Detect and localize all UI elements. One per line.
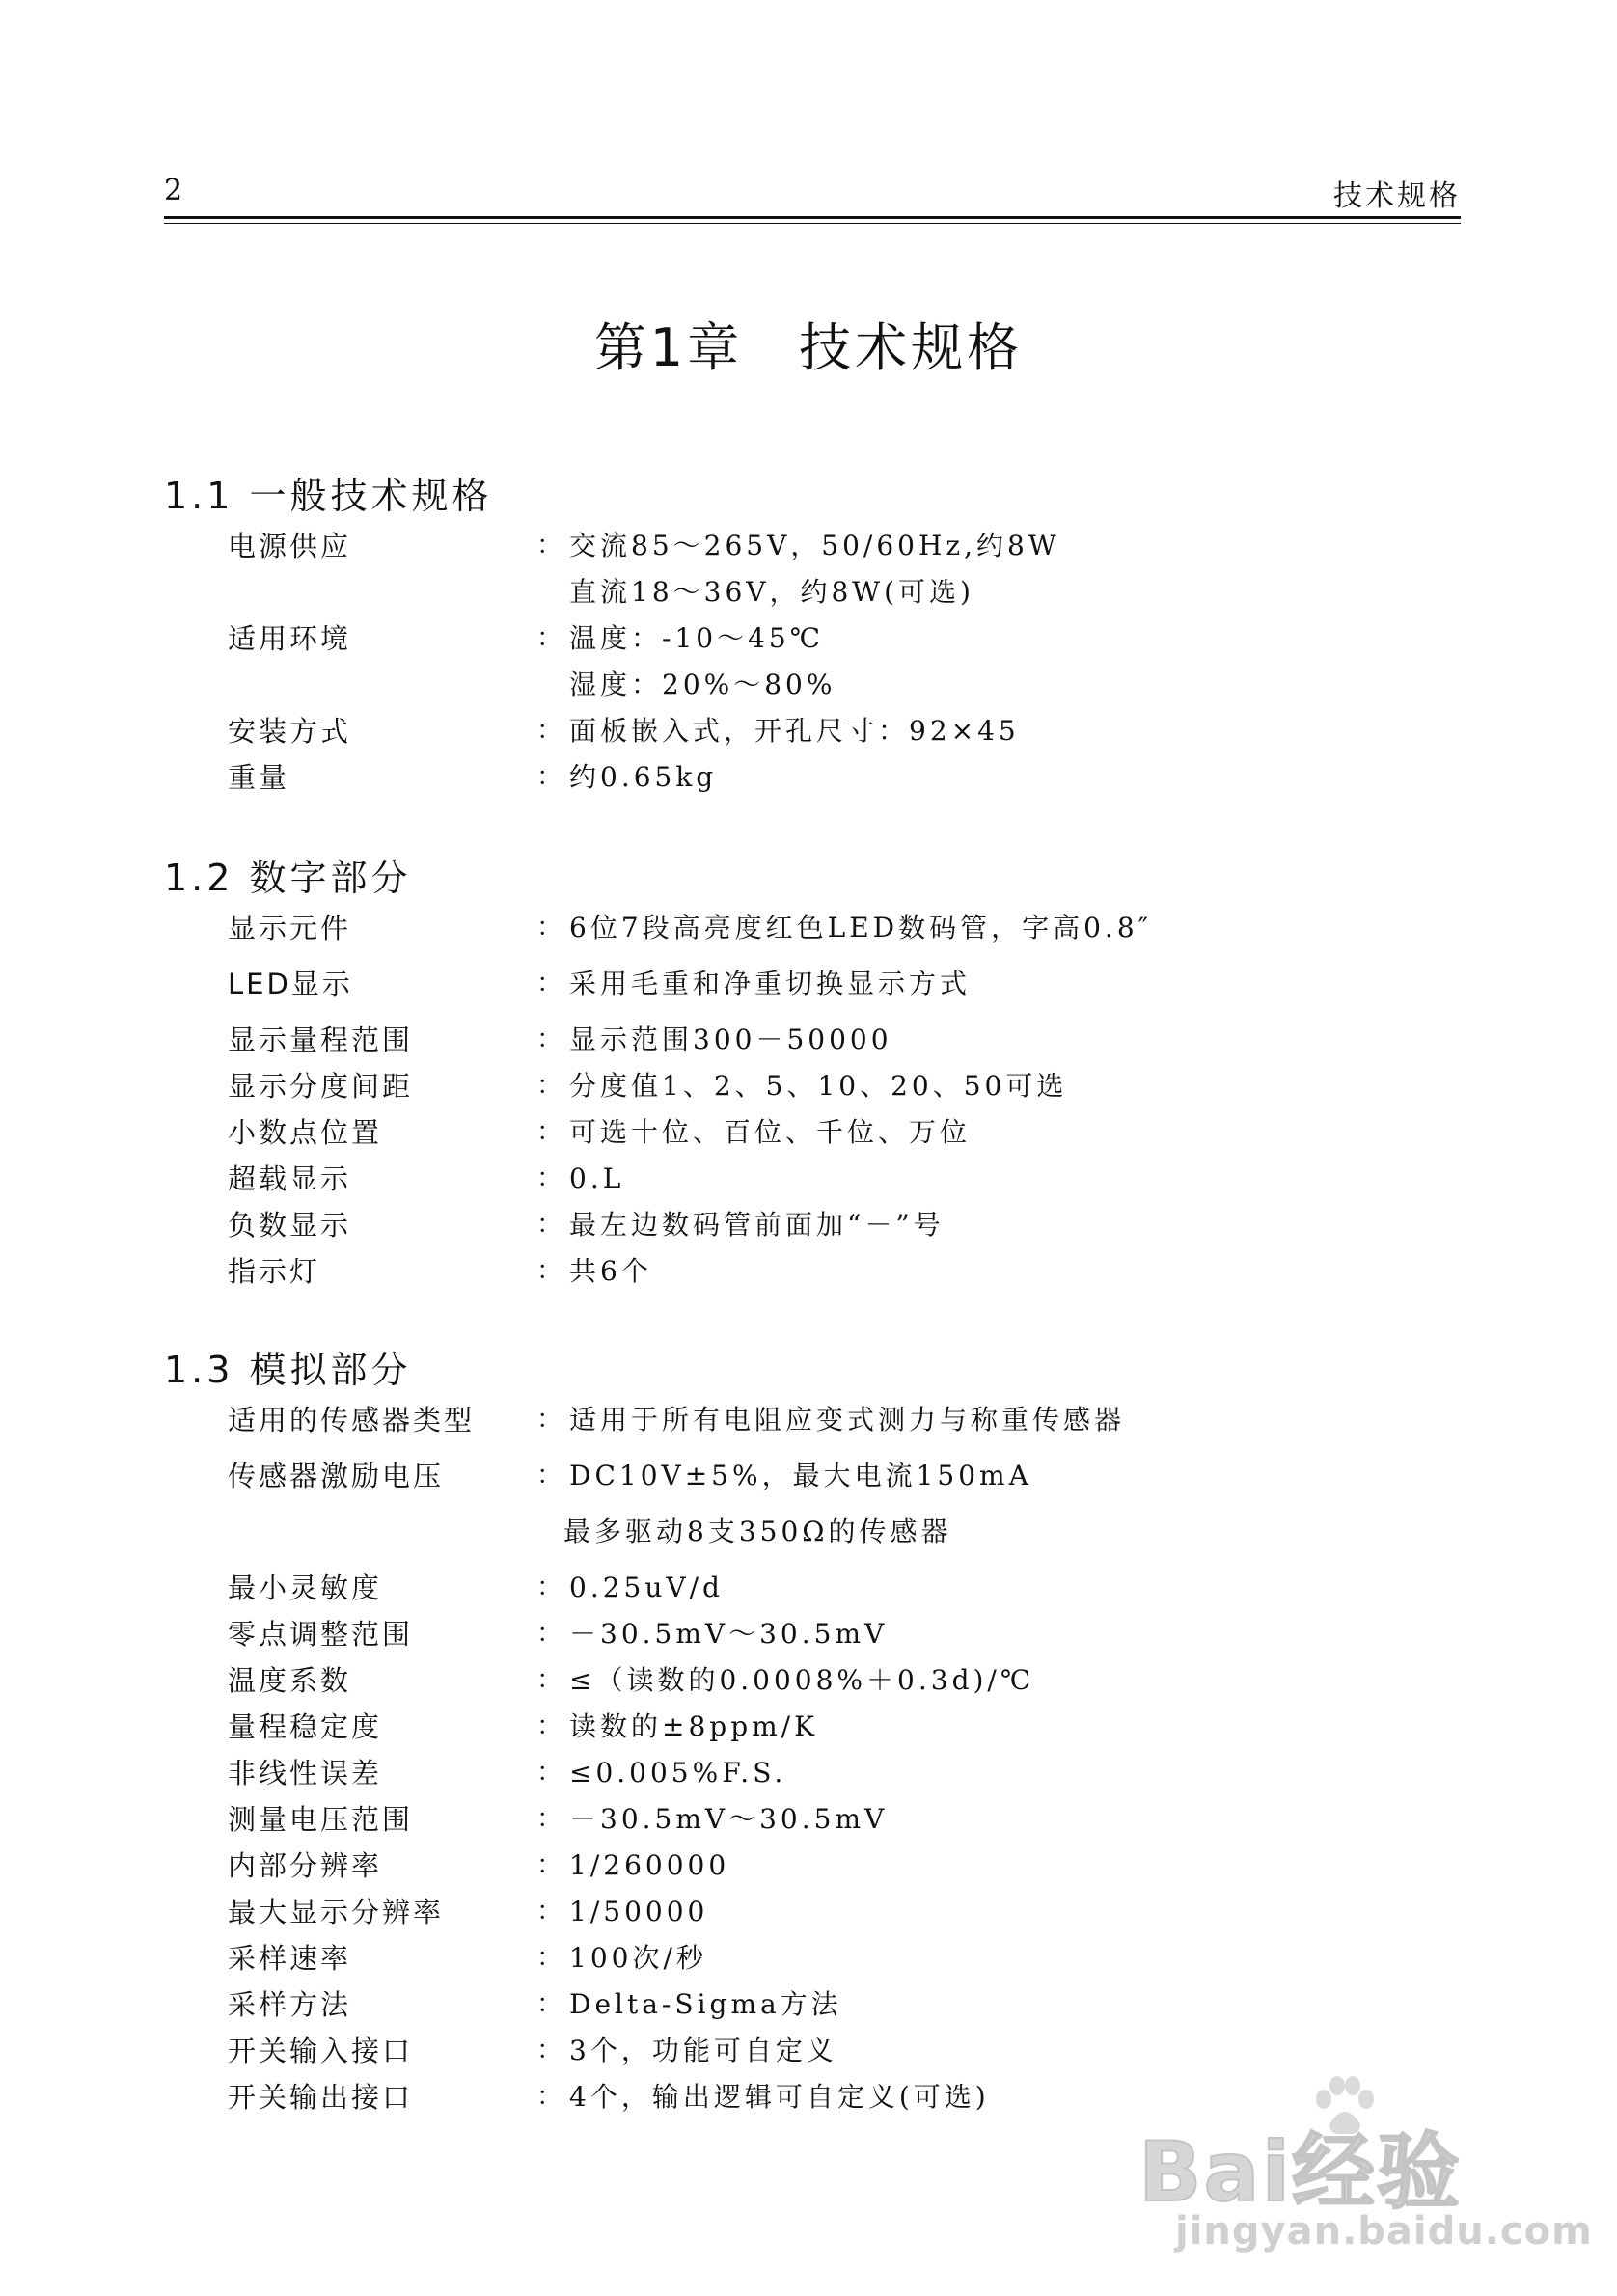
- spec-label: 显示量程范围: [228, 1024, 414, 1056]
- spec-colon: ：: [536, 1619, 562, 1649]
- spec-row-switch-input: [164, 2028, 1461, 2074]
- spec-row-indicator: [164, 1248, 1461, 1295]
- chapter-title: 第1章 技术规格: [593, 317, 1024, 378]
- spec-colon: ：: [536, 1071, 562, 1101]
- spec-value: ≤0.005%F.S.: [569, 1757, 787, 1789]
- spec-value: 3个，功能可自定义: [569, 2035, 837, 2066]
- spec-row-excitation-cont: [164, 1509, 1461, 1565]
- spec-row-environment-cont: [164, 662, 1461, 708]
- page-number: 2: [164, 174, 183, 207]
- header-rule-thin: [164, 223, 1461, 224]
- section-digital: [164, 851, 1461, 1295]
- spec-colon: ：: [536, 1711, 562, 1741]
- spec-colon: ：: [536, 1989, 562, 2019]
- spec-row-sensor-type: [164, 1397, 1461, 1453]
- spec-value: 0.L: [569, 1162, 625, 1194]
- spec-row-nonlinearity: [164, 1750, 1461, 1796]
- spec-value: 面板嵌入式，开孔尺寸：92×45: [569, 715, 1020, 747]
- spec-row-negative: [164, 1202, 1461, 1248]
- spec-row-environment: [164, 615, 1461, 662]
- spec-value: 约0.65kg: [569, 761, 718, 793]
- spec-label: 负数显示: [228, 1209, 352, 1242]
- spec-row-decimal-point: [164, 1109, 1461, 1156]
- running-title: 技术规格: [1333, 179, 1461, 213]
- spec-label: 小数点位置: [228, 1116, 383, 1149]
- spec-value: 1/260000: [569, 1849, 730, 1881]
- spec-colon: ：: [536, 1163, 562, 1193]
- spec-row-zero-range: [164, 1611, 1461, 1657]
- spec-row-display-resolution: [164, 1889, 1461, 1935]
- spec-value: 温度：-10～45℃: [569, 622, 825, 654]
- spec-label: 量程稳定度: [228, 1710, 383, 1743]
- spec-row-power-cont: [164, 569, 1461, 615]
- baidu-jingyan-watermark: [1138, 2074, 1593, 2267]
- spec-colon: ：: [536, 1665, 562, 1695]
- spec-value: 4个，输出逻辑可自定义(可选): [569, 2081, 990, 2113]
- spec-value: ≤（读数的0.0008%＋0.3d)/℃: [569, 1664, 1035, 1696]
- spec-label: 传感器激励电压: [228, 1460, 445, 1492]
- spec-label: 显示元件: [228, 912, 352, 944]
- spec-label: 安装方式: [228, 715, 352, 748]
- spec-value: 1/50000: [569, 1896, 709, 1927]
- spec-colon: ：: [536, 1256, 562, 1286]
- spec-value: 最多驱动8支350Ω的传感器: [563, 1516, 952, 1547]
- spec-label: 内部分辨率: [228, 1849, 383, 1882]
- spec-colon: ：: [536, 1850, 562, 1880]
- spec-value: Delta-Sigma方法: [569, 1988, 842, 2020]
- spec-value: 共6个: [569, 1255, 652, 1287]
- spec-colon: ：: [536, 1897, 562, 1927]
- spec-colon: ：: [536, 762, 562, 792]
- spec-row-measure-range: [164, 1796, 1461, 1843]
- spec-row-sample-rate: [164, 1935, 1461, 1982]
- spec-value: 0.25uV/d: [569, 1572, 724, 1603]
- spec-colon: ：: [536, 913, 562, 943]
- spec-label: 超载显示: [228, 1162, 352, 1195]
- section-heading: 1.2 数字部分: [164, 857, 412, 899]
- spec-colon: ：: [536, 1758, 562, 1788]
- spec-row-temp-coefficient: [164, 1657, 1461, 1704]
- spec-colon: ：: [536, 1025, 562, 1054]
- spec-label: 适用环境: [228, 622, 352, 655]
- header-rule-thick: [164, 216, 1461, 219]
- spec-colon: ：: [536, 1117, 562, 1147]
- spec-value: －30.5mV～30.5mV: [569, 1618, 889, 1650]
- spec-value: 分度值1、2、5、10、20、50可选: [569, 1070, 1068, 1102]
- spec-colon: ：: [536, 969, 562, 998]
- spec-row-span-stability: [164, 1704, 1461, 1750]
- spec-value: 100次/秒: [569, 1942, 707, 1974]
- spec-row-display-range: [164, 1017, 1461, 1063]
- spec-row-sample-method: [164, 1982, 1461, 2028]
- spec-label: 非线性误差: [228, 1757, 383, 1790]
- spec-row-led-display: [164, 961, 1461, 1017]
- spec-label: 重量: [228, 761, 290, 794]
- spec-colon: ：: [536, 1210, 562, 1240]
- spec-value: 交流85～265V，50/60Hz,约8W: [569, 530, 1060, 561]
- spec-value: DC10V±5%，最大电流150mA: [569, 1460, 1032, 1491]
- spec-label: 最小灵敏度: [228, 1572, 383, 1604]
- section-heading: 1.1 一般技术规格: [164, 475, 493, 517]
- spec-value: 直流18～36V，约8W(可选): [569, 576, 974, 608]
- spec-colon: ：: [536, 716, 562, 746]
- spec-value: 采用毛重和净重切换显示方式: [569, 968, 972, 999]
- spec-value: －30.5mV～30.5mV: [569, 1803, 889, 1835]
- spec-row-overload: [164, 1156, 1461, 1202]
- spec-value: 最左边数码管前面加“－”号: [569, 1209, 945, 1241]
- spec-value: 6位7段高亮度红色LED数码管，字高0.8″: [569, 912, 1153, 943]
- spec-colon: ：: [536, 1943, 562, 1973]
- spec-label: 开关输出接口: [228, 2081, 414, 2114]
- spec-label: LED显示: [228, 968, 353, 1000]
- spec-colon: ：: [536, 531, 562, 560]
- spec-row-sensitivity: [164, 1565, 1461, 1611]
- spec-value: 湿度：20%～80%: [569, 669, 836, 700]
- spec-label: 采样方法: [228, 1988, 352, 2021]
- spec-value: 读数的±8ppm/K: [569, 1710, 819, 1742]
- spec-colon: ：: [536, 2082, 562, 2112]
- spec-row-internal-resolution: [164, 1843, 1461, 1889]
- spec-row-weight: [164, 754, 1461, 801]
- spec-label: 最大显示分辨率: [228, 1896, 445, 1928]
- spec-label: 零点调整范围: [228, 1618, 414, 1651]
- spec-row-display-element: [164, 905, 1461, 961]
- watermark-url: jingyan.baidu.com: [1175, 2209, 1593, 2254]
- section-analog: [164, 1343, 1461, 2120]
- spec-row-mounting: [164, 708, 1461, 754]
- spec-label: 开关输入接口: [228, 2035, 414, 2067]
- watermark-brand: Bai经验: [1138, 2124, 1463, 2221]
- spec-colon: ：: [536, 1572, 562, 1602]
- spec-label: 采样速率: [228, 1942, 352, 1975]
- spec-value: 可选十位、百位、千位、万位: [569, 1116, 972, 1148]
- section-general-specs: [164, 469, 1461, 801]
- spec-row-excitation: [164, 1453, 1461, 1509]
- spec-value: 适用于所有电阻应变式测力与称重传感器: [569, 1404, 1126, 1435]
- spec-colon: ：: [536, 1461, 562, 1490]
- spec-label: 测量电压范围: [228, 1803, 414, 1836]
- spec-label: 指示灯: [228, 1255, 321, 1288]
- spec-colon: ：: [536, 1804, 562, 1834]
- section-heading: 1.3 模拟部分: [164, 1349, 412, 1391]
- spec-colon: ：: [536, 1405, 562, 1435]
- spec-row-power: [164, 523, 1461, 569]
- spec-colon: ：: [536, 2036, 562, 2065]
- spec-label: 温度系数: [228, 1664, 352, 1697]
- spec-label: 适用的传感器类型: [228, 1404, 476, 1436]
- page-header: [164, 170, 1461, 218]
- spec-colon: ：: [536, 623, 562, 653]
- spec-label: 显示分度间距: [228, 1070, 414, 1103]
- spec-value: 显示范围300－50000: [569, 1024, 892, 1055]
- spec-row-division: [164, 1063, 1461, 1109]
- spec-label: 电源供应: [228, 530, 352, 562]
